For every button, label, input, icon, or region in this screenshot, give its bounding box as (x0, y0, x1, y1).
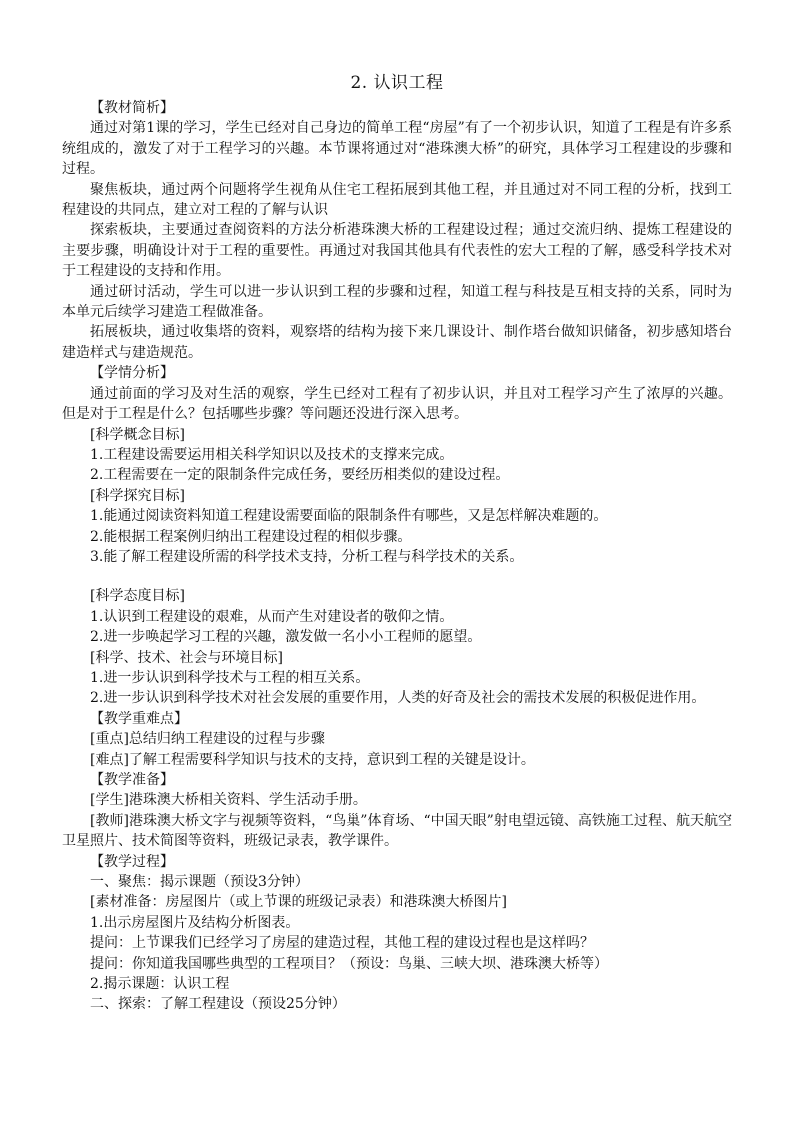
section-heading-preparation: 【教学准备】 (90, 772, 174, 788)
paragraph: 聚焦板块，通过两个问题将学生视角从住宅工程拓展到其他工程，并且通过对不同工程的分析，找到工程建设的共同点，建立对工程的了解与认识 (62, 181, 732, 219)
list-item: 二、探索：了解工程建设（预设25分钟） (90, 996, 346, 1013)
paragraph: 通过研讨活动，学生可以进一步认识到工程的步骤和过程，知道工程与科技是互相支持的关系，同时为本单元后续学习建造工程做准备。 (62, 283, 732, 321)
subheading-inquiry-goals: [科学探究目标] (90, 487, 185, 504)
paragraph: 探索板块，主要通过查阅资料的方法分析港珠澳大桥的工程建设过程；通过交流归纳、提炼工程建设的主要步骤，明确设计对于工程的重要性。再通过对我国其他具有代表性的宏大工程的了解，感受科学技术对于工程建设的支持和作用。 (62, 222, 732, 280)
list-item: 3.能了解工程建设所需的科学技术支持，分析工程与科学技术的关系。 (90, 548, 524, 565)
paragraph: 通过前面的学习及对生活的观察，学生已经对工程有了初步认识，并且对工程学习产生了浓厚的兴趣。但是对于工程是什么？包括哪些步骤？等问题还没进行深入思考。 (62, 385, 732, 423)
list-item: 一、聚焦：揭示课题（预设3分钟） (90, 874, 309, 891)
list-item: 1.出示房屋图片及结构分析图表。 (90, 914, 300, 931)
section-heading-material: 【教材简析】 (90, 100, 174, 116)
document-page (62, 70, 732, 1015)
list-item: [素材准备：房屋图片（或上节课的班级记录表）和港珠澳大桥图片] (90, 894, 507, 911)
list-item: 2.工程需要在一定的限制条件完成任务，要经历相类似的建设过程。 (90, 467, 510, 484)
list-item: 2.揭示课题：认识工程 (90, 976, 230, 993)
list-item: 1.工程建设需要运用相关科学知识以及技术的支撑来完成。 (90, 446, 454, 463)
paragraph: 通过对第1课的学习，学生已经对自己身边的简单工程“房屋”有了一个初步认识，知道了工程是有许多系统组成的，激发了对于工程学习的兴趣。本节课将通过对“港珠澳大桥”的研究，具体学习工程建设的步骤和过程。 (62, 120, 732, 178)
list-item: 1.能通过阅读资料知道工程建设需要面临的限制条件有哪些，又是怎样解决难题的。 (90, 508, 608, 525)
list-item: 2.进一步认识到科学技术对社会发展的重要作用，人类的好奇及社会的需技术发展的积极促进作用。 (90, 690, 706, 707)
subheading-concept-goals: [科学概念目标] (90, 426, 185, 443)
list-item: [教师]港珠澳大桥文字与视频等资料，“鸟巢”体育场、“中国天眼”射电望远镜、高铁施工过程、航天航空卫星照片、技术简图等资料，班级记录表，教学课件。 (62, 812, 732, 850)
list-item: [重点]总结归纳工程建设的过程与步骤 (90, 731, 325, 748)
spacer (62, 567, 732, 586)
list-item: 提问：你知道我国哪些典型的工程项目？（预设：鸟巢、三峡大坝、港珠澳大桥等） (90, 955, 608, 972)
section-heading-key-points: 【教学重难点】 (90, 710, 188, 727)
list-item: 2.进一步唤起学习工程的兴趣，激发做一名小小工程师的愿望。 (90, 629, 482, 646)
list-item: 2.能根据工程案例归纳出工程建设过程的相似步骤。 (90, 528, 412, 545)
section-heading-learner: 【学情分析】 (90, 365, 174, 382)
section-heading-process: 【教学过程】 (90, 853, 174, 870)
subheading-attitude-goals: [科学态度目标] (90, 588, 185, 605)
list-item: 1.进一步认识到科学技术与工程的相互关系。 (90, 669, 370, 686)
page-title: 2. 认识工程 (350, 73, 444, 93)
list-item: 1.认识到工程建设的艰难，从而产生对建设者的敬仰之情。 (90, 608, 454, 625)
list-item: [学生]港珠澳大桥相关资料、学生活动手册。 (90, 792, 367, 809)
list-item: [难点]了解工程需要科学知识与技术的支持，意识到工程的关键是设计。 (90, 751, 535, 768)
subheading-stse-goals: [科学、技术、社会与环境目标] (90, 649, 283, 666)
paragraph: 拓展板块，通过收集塔的资料，观察塔的结构为接下来几课设计、制作塔台做知识储备，初步感知塔台建造样式与建造规范。 (62, 324, 732, 361)
list-item: 提问：上节课我们已经学习了房屋的建造过程，其他工程的建设过程也是这样吗？ (90, 935, 594, 952)
